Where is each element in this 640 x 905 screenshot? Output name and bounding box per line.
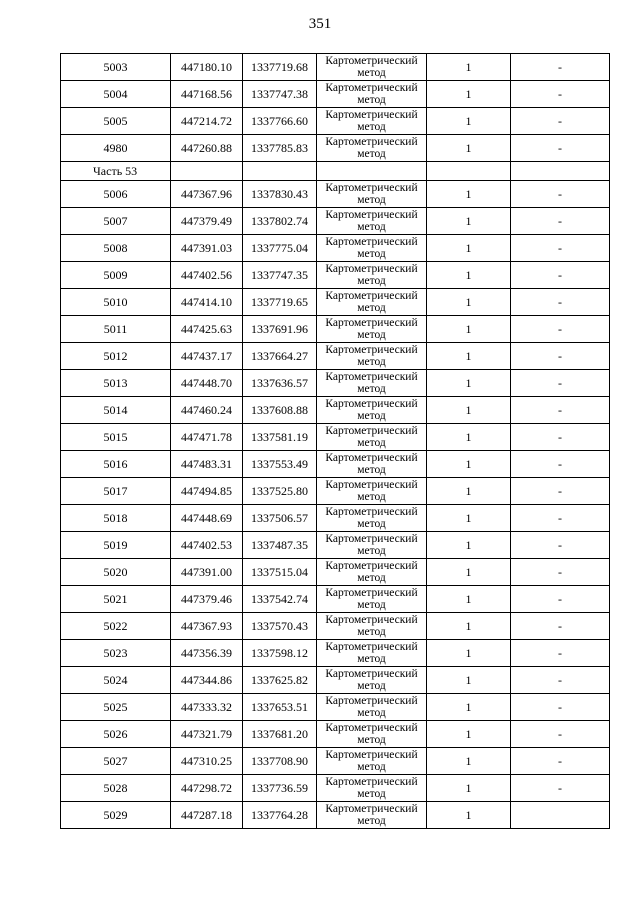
point-number-cell: 5004 [61, 81, 171, 108]
note-cell: - [511, 424, 610, 451]
y-coordinate-cell: 1337525.80 [243, 478, 317, 505]
table-row [61, 802, 610, 829]
accuracy-cell: 1 [427, 748, 511, 775]
accuracy-cell: 1 [427, 208, 511, 235]
y-coordinate-cell: 1337747.35 [243, 262, 317, 289]
y-coordinate-cell: 1337506.57 [243, 505, 317, 532]
accuracy-cell: 1 [427, 108, 511, 135]
x-coordinate-cell: 447460.24 [171, 397, 243, 424]
table-row [61, 397, 610, 424]
note-cell: - [511, 613, 610, 640]
y-coordinate-cell: 1337636.57 [243, 370, 317, 397]
section-label: Часть 53 [61, 162, 171, 181]
method-cell: Картометрический метод [317, 613, 427, 640]
x-coordinate-cell: 447402.56 [171, 262, 243, 289]
point-number-cell: 5024 [61, 667, 171, 694]
point-number-cell: 4980 [61, 135, 171, 162]
point-number-cell: 5019 [61, 532, 171, 559]
accuracy-cell: 1 [427, 586, 511, 613]
accuracy-cell: 1 [427, 343, 511, 370]
point-number-cell: 5023 [61, 640, 171, 667]
table-row [61, 532, 610, 559]
table-row [61, 208, 610, 235]
accuracy-cell: 1 [427, 478, 511, 505]
table-row [61, 135, 610, 162]
y-coordinate-cell: 1337691.96 [243, 316, 317, 343]
method-cell: Картометрический метод [317, 208, 427, 235]
note-cell: - [511, 559, 610, 586]
table-row [61, 451, 610, 478]
point-number-cell: 5028 [61, 775, 171, 802]
x-coordinate-cell: 447321.79 [171, 721, 243, 748]
y-coordinate-cell: 1337802.74 [243, 208, 317, 235]
table-row [61, 721, 610, 748]
accuracy-cell: 1 [427, 262, 511, 289]
note-cell: - [511, 451, 610, 478]
point-number-cell: 5020 [61, 559, 171, 586]
accuracy-cell: 1 [427, 451, 511, 478]
table-body-top [61, 54, 610, 162]
table-row [61, 613, 610, 640]
accuracy-cell: 1 [427, 559, 511, 586]
accuracy-cell: 1 [427, 640, 511, 667]
method-cell: Картометрический метод [317, 667, 427, 694]
x-coordinate-cell: 447494.85 [171, 478, 243, 505]
empty-cell [427, 162, 511, 181]
x-coordinate-cell: 447367.93 [171, 613, 243, 640]
x-coordinate-cell: 447425.63 [171, 316, 243, 343]
method-cell: Картометрический метод [317, 586, 427, 613]
method-cell: Картометрический метод [317, 289, 427, 316]
y-coordinate-cell: 1337775.04 [243, 235, 317, 262]
accuracy-cell: 1 [427, 81, 511, 108]
y-coordinate-cell: 1337764.28 [243, 802, 317, 829]
table-row [61, 478, 610, 505]
point-number-cell: 5025 [61, 694, 171, 721]
point-number-cell: 5012 [61, 343, 171, 370]
table-row [61, 289, 610, 316]
method-cell: Картометрический метод [317, 135, 427, 162]
method-cell: Картометрический метод [317, 424, 427, 451]
note-cell: - [511, 108, 610, 135]
x-coordinate-cell: 447448.69 [171, 505, 243, 532]
x-coordinate-cell: 447333.32 [171, 694, 243, 721]
x-coordinate-cell: 447402.53 [171, 532, 243, 559]
table-row [61, 262, 610, 289]
x-coordinate-cell: 447344.86 [171, 667, 243, 694]
page-number: 351 [308, 16, 332, 32]
note-cell: - [511, 316, 610, 343]
note-cell: - [511, 81, 610, 108]
point-number-cell: 5015 [61, 424, 171, 451]
note-cell: - [511, 181, 610, 208]
x-coordinate-cell: 447214.72 [171, 108, 243, 135]
y-coordinate-cell: 1337625.82 [243, 667, 317, 694]
note-cell: - [511, 208, 610, 235]
method-cell: Картометрический метод [317, 640, 427, 667]
y-coordinate-cell: 1337542.74 [243, 586, 317, 613]
x-coordinate-cell: 447414.10 [171, 289, 243, 316]
x-coordinate-cell: 447260.88 [171, 135, 243, 162]
method-cell: Картометрический метод [317, 748, 427, 775]
table-row [61, 370, 610, 397]
point-number-cell: 5029 [61, 802, 171, 829]
y-coordinate-cell: 1337736.59 [243, 775, 317, 802]
note-cell [511, 802, 610, 829]
accuracy-cell: 1 [427, 667, 511, 694]
y-coordinate-cell: 1337598.12 [243, 640, 317, 667]
accuracy-cell: 1 [427, 135, 511, 162]
point-number-cell: 5022 [61, 613, 171, 640]
note-cell: - [511, 135, 610, 162]
point-number-cell: 5013 [61, 370, 171, 397]
table-row [61, 316, 610, 343]
y-coordinate-cell: 1337785.83 [243, 135, 317, 162]
note-cell: - [511, 586, 610, 613]
note-cell: - [511, 262, 610, 289]
accuracy-cell: 1 [427, 397, 511, 424]
point-number-cell: 5011 [61, 316, 171, 343]
x-coordinate-cell: 447391.00 [171, 559, 243, 586]
empty-cell [243, 162, 317, 181]
table-row [61, 586, 610, 613]
accuracy-cell: 1 [427, 802, 511, 829]
point-number-cell: 5005 [61, 108, 171, 135]
point-number-cell: 5006 [61, 181, 171, 208]
empty-cell [511, 162, 610, 181]
y-coordinate-cell: 1337653.51 [243, 694, 317, 721]
method-cell: Картометрический метод [317, 316, 427, 343]
x-coordinate-cell: 447379.46 [171, 586, 243, 613]
empty-cell [317, 162, 427, 181]
note-cell: - [511, 721, 610, 748]
accuracy-cell: 1 [427, 316, 511, 343]
y-coordinate-cell: 1337747.38 [243, 81, 317, 108]
y-coordinate-cell: 1337719.68 [243, 54, 317, 81]
x-coordinate-cell: 447448.70 [171, 370, 243, 397]
accuracy-cell: 1 [427, 54, 511, 81]
y-coordinate-cell: 1337681.20 [243, 721, 317, 748]
point-number-cell: 5003 [61, 54, 171, 81]
method-cell: Картометрический метод [317, 694, 427, 721]
point-number-cell: 5017 [61, 478, 171, 505]
accuracy-cell: 1 [427, 694, 511, 721]
table-body-bottom [61, 181, 610, 829]
method-cell: Картометрический метод [317, 54, 427, 81]
note-cell: - [511, 694, 610, 721]
note-cell: - [511, 748, 610, 775]
note-cell: - [511, 478, 610, 505]
point-number-cell: 5010 [61, 289, 171, 316]
table-row [61, 640, 610, 667]
method-cell: Картометрический метод [317, 181, 427, 208]
note-cell: - [511, 775, 610, 802]
point-number-cell: 5026 [61, 721, 171, 748]
accuracy-cell: 1 [427, 613, 511, 640]
x-coordinate-cell: 447367.96 [171, 181, 243, 208]
y-coordinate-cell: 1337830.43 [243, 181, 317, 208]
method-cell: Картометрический метод [317, 262, 427, 289]
x-coordinate-cell: 447437.17 [171, 343, 243, 370]
method-cell: Картометрический метод [317, 478, 427, 505]
method-cell: Картометрический метод [317, 81, 427, 108]
table-row [61, 748, 610, 775]
table-row [61, 235, 610, 262]
point-number-cell: 5027 [61, 748, 171, 775]
x-coordinate-cell: 447287.18 [171, 802, 243, 829]
method-cell: Картометрический метод [317, 532, 427, 559]
y-coordinate-cell: 1337570.43 [243, 613, 317, 640]
empty-cell [171, 162, 243, 181]
table-row [61, 694, 610, 721]
y-coordinate-cell: 1337719.65 [243, 289, 317, 316]
note-cell: - [511, 370, 610, 397]
method-cell: Картометрический метод [317, 108, 427, 135]
method-cell: Картометрический метод [317, 505, 427, 532]
method-cell: Картометрический метод [317, 370, 427, 397]
method-cell: Картометрический метод [317, 397, 427, 424]
method-cell: Картометрический метод [317, 235, 427, 262]
table-row [61, 775, 610, 802]
y-coordinate-cell: 1337766.60 [243, 108, 317, 135]
note-cell: - [511, 667, 610, 694]
note-cell: - [511, 397, 610, 424]
point-number-cell: 5014 [61, 397, 171, 424]
accuracy-cell: 1 [427, 235, 511, 262]
table-row [61, 667, 610, 694]
coordinates-table [60, 53, 610, 829]
accuracy-cell: 1 [427, 424, 511, 451]
x-coordinate-cell: 447356.39 [171, 640, 243, 667]
table-row [61, 424, 610, 451]
note-cell: - [511, 343, 610, 370]
table-row [61, 559, 610, 586]
point-number-cell: 5008 [61, 235, 171, 262]
note-cell: - [511, 640, 610, 667]
x-coordinate-cell: 447310.25 [171, 748, 243, 775]
method-cell: Картометрический метод [317, 802, 427, 829]
table-row [61, 181, 610, 208]
point-number-cell: 5016 [61, 451, 171, 478]
point-number-cell: 5007 [61, 208, 171, 235]
point-number-cell: 5009 [61, 262, 171, 289]
table-section [61, 162, 610, 181]
note-cell: - [511, 54, 610, 81]
note-cell: - [511, 289, 610, 316]
method-cell: Картометрический метод [317, 775, 427, 802]
accuracy-cell: 1 [427, 370, 511, 397]
accuracy-cell: 1 [427, 775, 511, 802]
point-number-cell: 5018 [61, 505, 171, 532]
method-cell: Картометрический метод [317, 343, 427, 370]
x-coordinate-cell: 447298.72 [171, 775, 243, 802]
y-coordinate-cell: 1337515.04 [243, 559, 317, 586]
x-coordinate-cell: 447379.49 [171, 208, 243, 235]
x-coordinate-cell: 447168.56 [171, 81, 243, 108]
y-coordinate-cell: 1337487.35 [243, 532, 317, 559]
method-cell: Картометрический метод [317, 451, 427, 478]
x-coordinate-cell: 447391.03 [171, 235, 243, 262]
y-coordinate-cell: 1337581.19 [243, 424, 317, 451]
point-number-cell: 5021 [61, 586, 171, 613]
y-coordinate-cell: 1337608.88 [243, 397, 317, 424]
note-cell: - [511, 235, 610, 262]
y-coordinate-cell: 1337664.27 [243, 343, 317, 370]
accuracy-cell: 1 [427, 505, 511, 532]
note-cell: - [511, 532, 610, 559]
x-coordinate-cell: 447471.78 [171, 424, 243, 451]
table-row [61, 343, 610, 370]
y-coordinate-cell: 1337708.90 [243, 748, 317, 775]
method-cell: Картометрический метод [317, 721, 427, 748]
x-coordinate-cell: 447483.31 [171, 451, 243, 478]
accuracy-cell: 1 [427, 289, 511, 316]
accuracy-cell: 1 [427, 181, 511, 208]
table-row [61, 81, 610, 108]
x-coordinate-cell: 447180.10 [171, 54, 243, 81]
section-row [61, 162, 610, 181]
table-row [61, 108, 610, 135]
table-row [61, 54, 610, 81]
table-row [61, 505, 610, 532]
accuracy-cell: 1 [427, 532, 511, 559]
y-coordinate-cell: 1337553.49 [243, 451, 317, 478]
note-cell: - [511, 505, 610, 532]
method-cell: Картометрический метод [317, 559, 427, 586]
accuracy-cell: 1 [427, 721, 511, 748]
